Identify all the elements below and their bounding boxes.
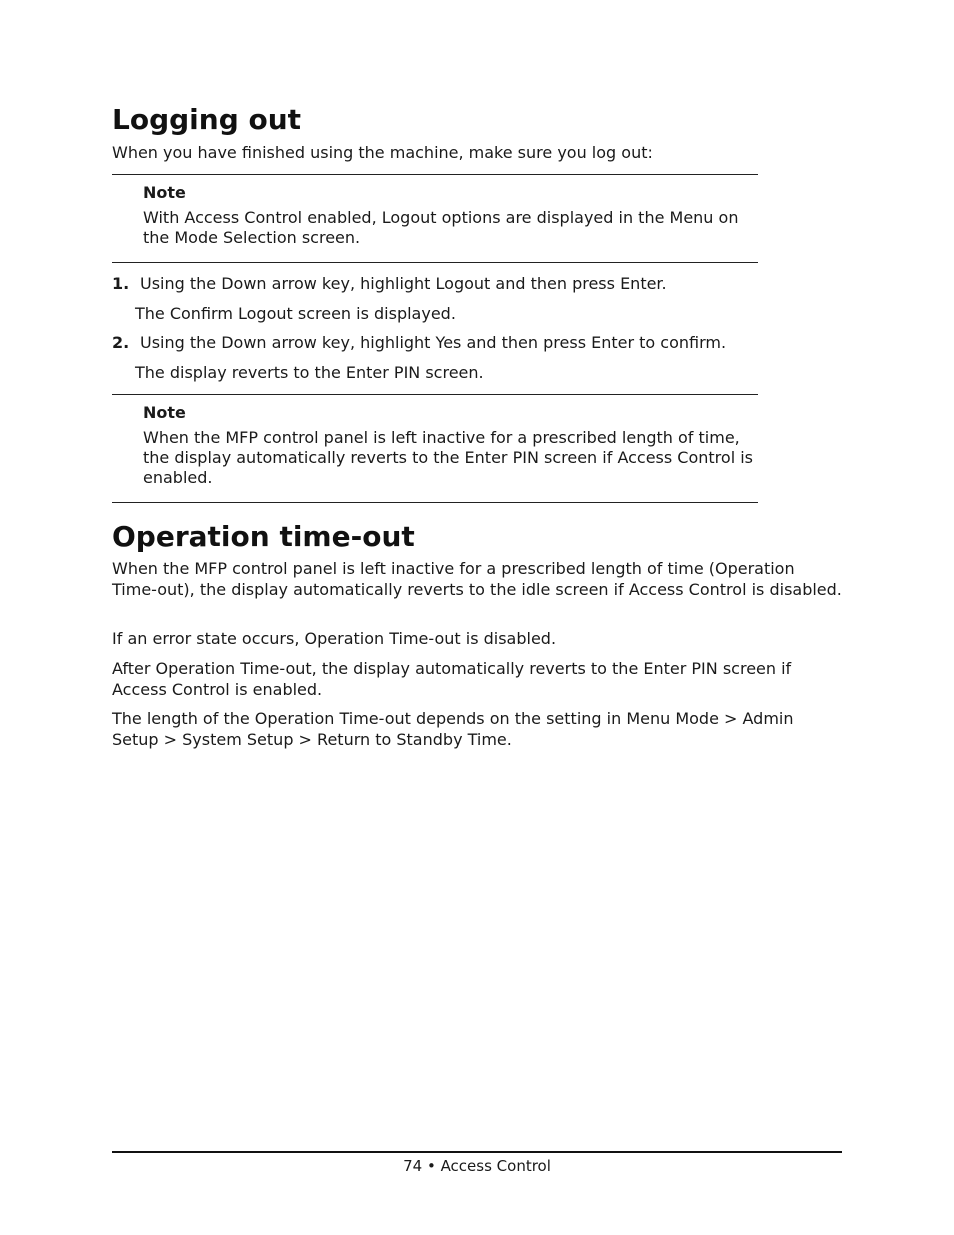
note-title: Note <box>143 403 186 422</box>
step-number: 2. <box>112 333 130 352</box>
step-1 <box>112 274 842 294</box>
note-body: When the MFP control panel is left inactive for a prescribed length of time, the display automatically reverts to the Enter PIN screen if Access Control is enabled. <box>143 428 754 487</box>
note-body: With Access Control enabled, Logout options are displayed in the Menu on the Mode Selection screen. <box>143 208 739 247</box>
step-text: Using the Down arrow key, highlight Yes and then press Enter to confirm. <box>140 333 727 352</box>
page-footer: 74 • Access Control <box>403 1157 551 1175</box>
step-text: Using the Down arrow key, highlight Logout and then press Enter. <box>140 274 667 293</box>
paragraph-3: After Operation Time-out, the display automatically reverts to the Enter PIN screen if Access Control is enabled. <box>112 659 792 699</box>
note-box-2 <box>112 394 758 503</box>
heading-logging-out: Logging out <box>112 103 302 136</box>
step-2 <box>112 333 842 353</box>
paragraph-1: When the MFP control panel is left inactive for a prescribed length of time (Operation Time-out), the display automatically reverts to the idle screen if Access Control is disabled. <box>112 559 842 599</box>
footer-rule <box>112 1151 842 1153</box>
paragraph-2: If an error state occurs, Operation Time-out is disabled. <box>112 629 557 648</box>
step-number: 1. <box>112 274 130 293</box>
note-title: Note <box>143 183 186 202</box>
heading-operation-time-out: Operation time-out <box>112 520 415 553</box>
step-2-result: The display reverts to the Enter PIN screen. <box>135 363 484 382</box>
step-1-result: The Confirm Logout screen is displayed. <box>135 304 456 323</box>
note-box-1 <box>112 174 758 263</box>
intro-paragraph: When you have finished using the machine, make sure you log out: <box>112 143 653 162</box>
paragraph-4: The length of the Operation Time-out depends on the setting in Menu Mode > Admin Setup > System Setup > Return to Standby Time. <box>112 709 794 749</box>
